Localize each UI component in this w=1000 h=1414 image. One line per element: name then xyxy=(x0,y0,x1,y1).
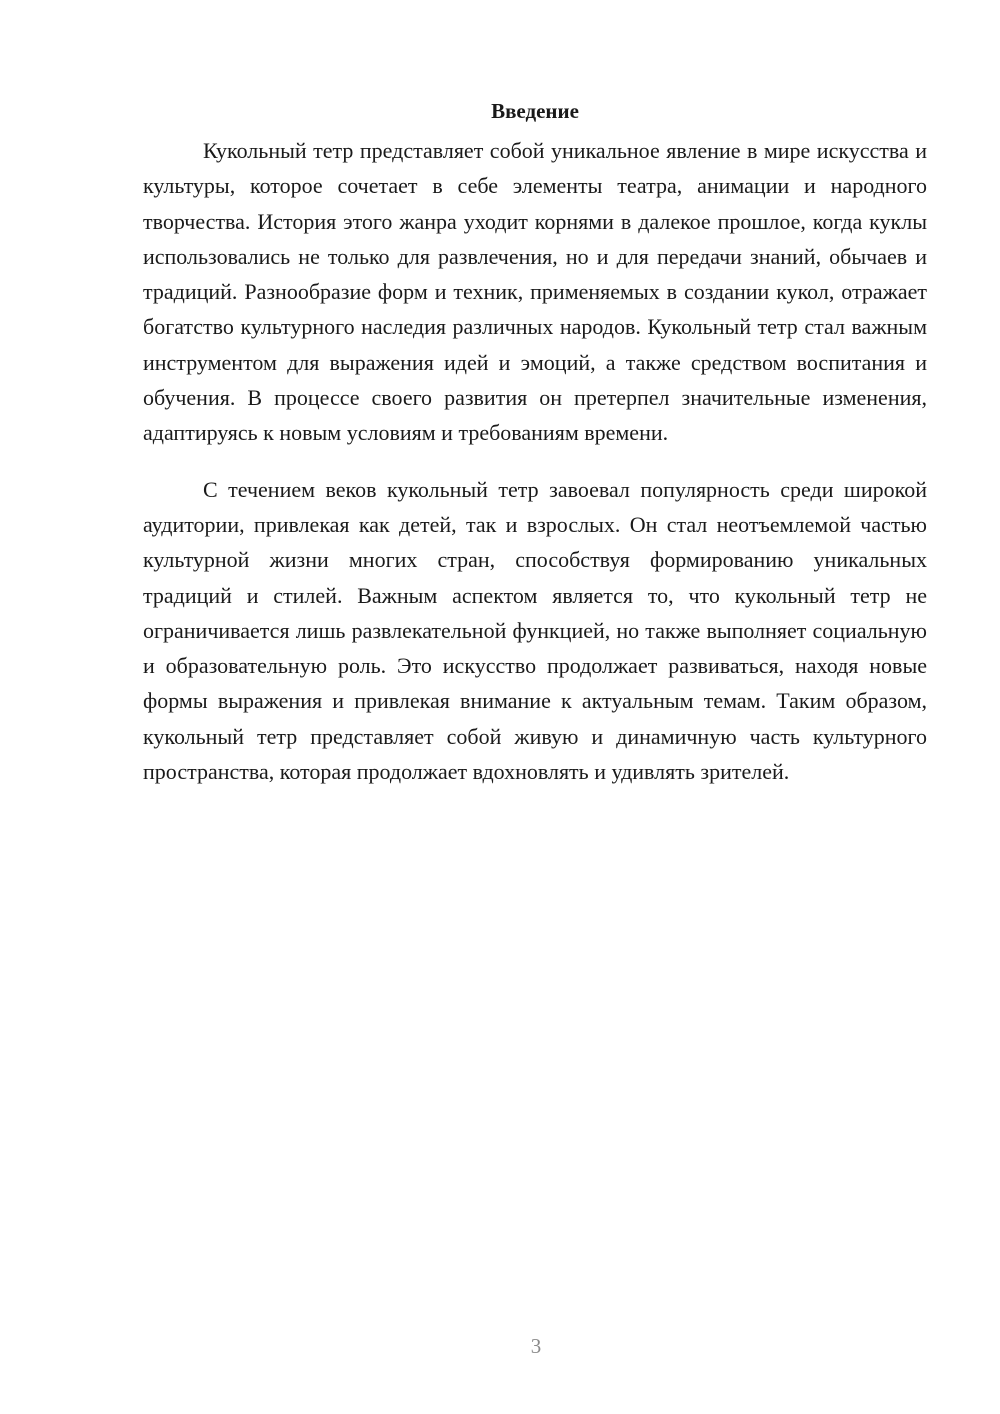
page-content xyxy=(143,93,927,789)
paragraph-2: С течением веков кукольный тетр завоевал популярность среди широкой аудитории, привлекая как детей, так и взрослых. Он стал неотъемлемой частью культурной жизни многих стран, способствуя формированию уникальных традиций и стилей. Важным аспектом является то, что кукольный тетр не ограничивается лишь развлекательной функцией, но также выполняет социальную и образовательную роль. Это искусство продолжает развиваться, находя новые формы выражения и привлекая внимание к актуальным темам. Таким образом, кукольный тетр представляет собой живую и динамичную часть культурного пространства, которая продолжает вдохновлять и удивлять зрителей. xyxy=(143,476,927,785)
section-heading: Введение xyxy=(491,99,579,123)
paragraph-1: Кукольный тетр представляет собой уникальное явление в мире искусства и культуры, которое сочетает в себе элементы театра, анимации и народного творчества. История этого жанра уходит корнями в далекое прошлое, когда куклы использовались не только для развлечения, но и для передачи знаний, обычаев и традиций. Разнообразие форм и техник, применяемых в создании кукол, отражает богатство культурного наследия различных народов. Кукольный тетр стал важным инструментом для выражения идей и эмоций, а также средством воспитания и обучения. В процессе своего развития он претерпел значительные изменения, адаптируясь к новым условиям и требованиям времени. xyxy=(143,138,927,446)
page-number: 3 xyxy=(530,1334,542,1358)
